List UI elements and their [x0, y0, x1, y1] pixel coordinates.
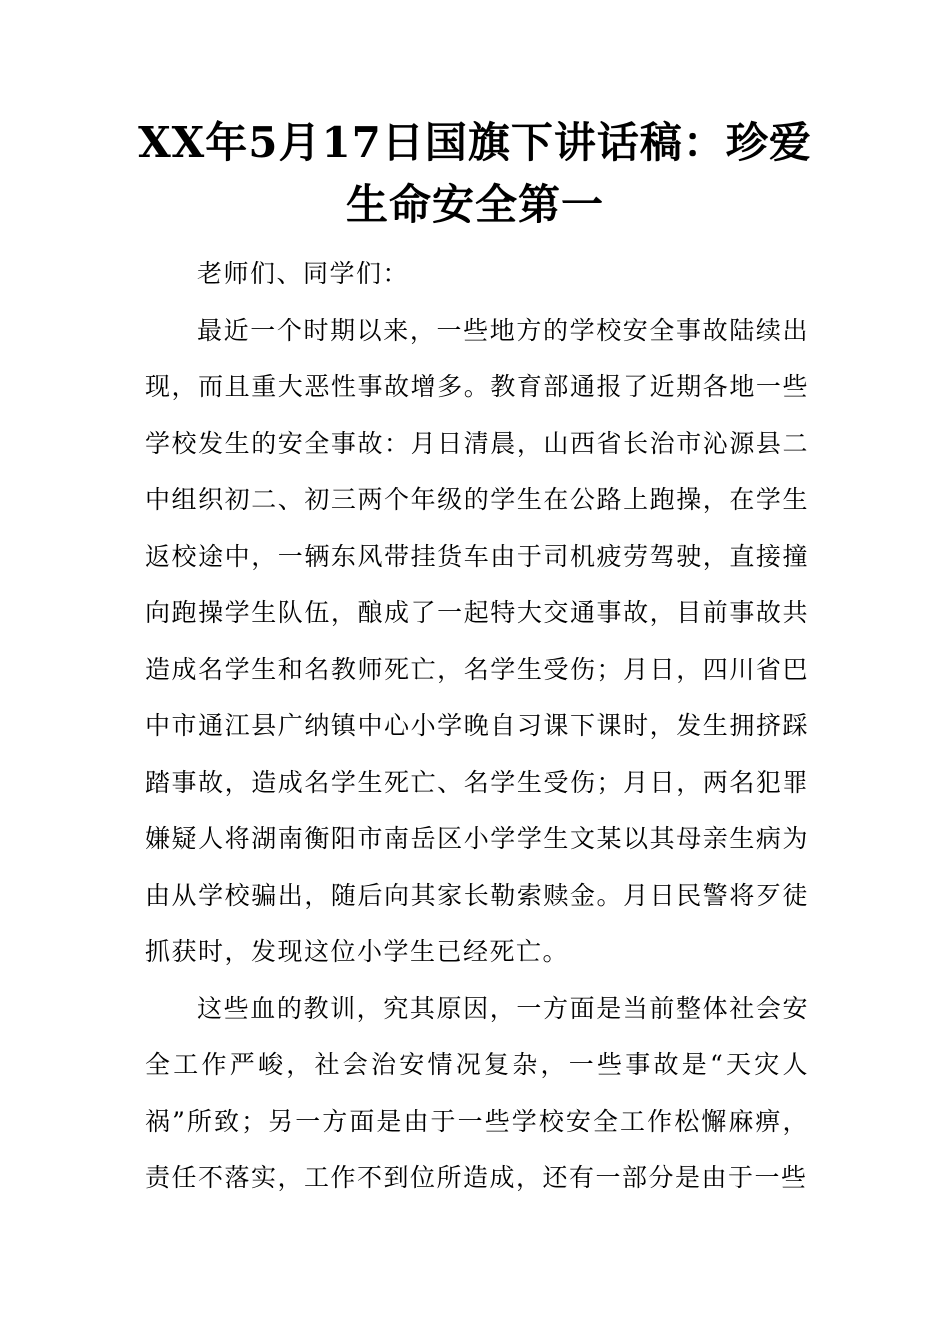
- body-paragraph: 这些血的教训，究其原因，一方面是当前整体社会安全工作严峻，社会治安情况复杂，一些事故是“天灾人祸”所致；另一方面是由于一些学校安全工作松懈麻痹，责任不落实，工作不到位所造成，还有一部分是由于一些: [145, 993, 809, 1192]
- document-title: XX年5月17日国旗下讲话稿：珍爱生命安全第一: [138, 118, 812, 229]
- document-body: [145, 246, 809, 1207]
- body-paragraph: 最近一个时期以来，一些地方的学校安全事故陆续出现，而且重大恶性事故增多。教育部通报了近期各地一些学校发生的安全事故：月日清晨，山西省长治市沁源县二中组织初二、初三两个年级的学生在公路上跑操，在学生返校途中，一辆东风带挂货车由于司机疲劳驾驶，直接撞向跑操学生队伍，酿成了一起特大交通事故，目前事故共造成名学生和名教师死亡，名学生受伤；月日，四川省巴中市通江县广纳镇中心小学晚自习课下课时，发生拥挤踩踏事故，造成名学生死亡、名学生受伤；月日，两名犯罪嫌疑人将湖南衡阳市南岳区小学学生文某以其母亲生病为由从学校骗出，随后向其家长勒索赎金。月日民警将歹徒抓获时，发现这位小学生已经死亡。: [145, 315, 809, 966]
- salutation-paragraph: 老师们、同学们：: [197, 259, 410, 288]
